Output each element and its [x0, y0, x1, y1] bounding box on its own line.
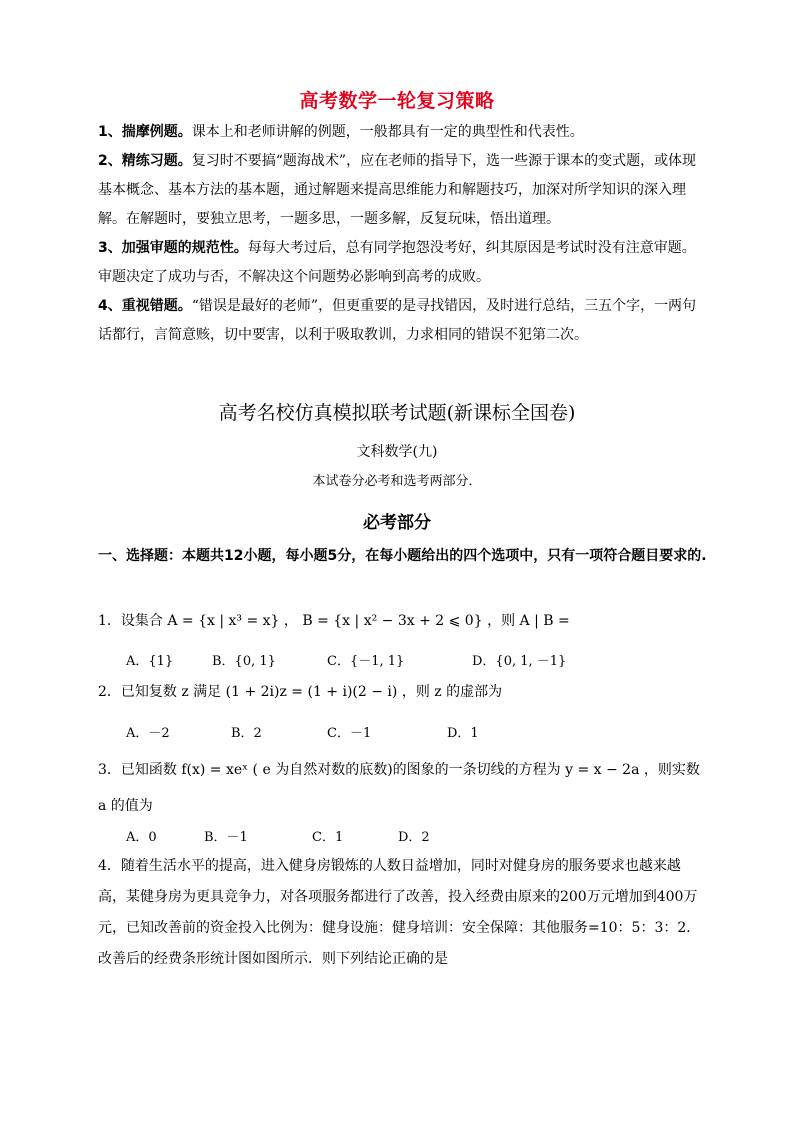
option-a: A．－2 — [126, 726, 170, 741]
question-1-stem: 1．设集合 A = {x | x³ = x} ， B = {x | x² − 3x + 2 ⩽ 0} ，则 A | B = — [98, 613, 570, 629]
option-c: C．－1 — [327, 726, 372, 741]
strategy-item-text: 课本上和老师讲解的例题，一般都具有一定的典型性和代表性。 — [191, 124, 584, 140]
option-b: B．－1 — [204, 830, 248, 845]
strategy-item-head: 1、揣摩例题。 — [98, 124, 192, 140]
part-heading: 必考部分 — [363, 513, 431, 533]
option-b: B．2 — [231, 726, 262, 741]
option-d: D．1 — [447, 726, 479, 741]
strategy-title: 高考数学一轮复习策略 — [299, 90, 495, 112]
question-3-options — [126, 826, 686, 846]
option-a: A．{1} — [126, 654, 174, 669]
strategy-item-2 — [98, 147, 698, 234]
question-3-stem: 3．已知函数 f(x) = xeˣ ( e 为自然对数的底数)的图象的一条切线的方程为 y = x − 2a ，则实数 a 的值为 — [98, 762, 700, 814]
question-2-options — [126, 722, 686, 742]
strategy-item-text: 复习时不要搞“题海战术”，应在老师的指导下，选一些源于课本的变式题，或体现基本概念、基本方法的基本题，通过解题来提高思维能力和解题技巧，加深对所学知识的深入理解。在解题时，要独立思考，一题多思，一题多解，反复玩味，悟出道理。 — [98, 153, 697, 227]
option-d: D．2 — [398, 830, 430, 845]
option-c: C．1 — [312, 830, 344, 845]
option-c: C．{－1, 1} — [327, 654, 405, 669]
strategy-item-text: 每每大考过后，总有同学抱怨没考好，纠其原因是考试时没有注意审题。审题决定了成功与否，不解决这个问题势必影响到高考的成败。 — [98, 240, 696, 285]
section-heading: 一、选择题：本题共12小题，每小题5分，在每小题给出的四个选项中，只有一项符合题目要求的. — [98, 548, 707, 564]
strategy-item-head: 3、加强审题的规范性。 — [98, 240, 248, 256]
question-4-stem: 4．随着生活水平的提高，进入健身房锻炼的人数日益增加，同时对健身房的服务要求也越来越高，某健身房为更具竞争力，对各项服务都进行了改善，投入经费由原来的200万元增加到400万元，已知改善前的资金投入比例为：健身设施：健身培训：安全保障：其他服务=10：5：3：2．改善后的经费条形统计图如图所示．则下列结论正确的是 — [98, 858, 701, 967]
exam-title: 高考名校仿真模拟联考试题(新课标全国卷) — [218, 402, 576, 424]
strategy-item-head: 2、精练习题。 — [98, 153, 192, 169]
option-b: B．{0, 1} — [212, 654, 276, 669]
strategy-item-head: 4、重视错题。 — [98, 298, 192, 314]
exam-subtitle: 文科数学(九) — [356, 444, 438, 460]
strategy-item-text: “错误是最好的老师”，但更重要的是寻找错因，及时进行总结，三五个字，一两句话都行，言简意赅，切中要害，以利于吸取教训，力求相同的错误不犯第二次。 — [98, 298, 697, 343]
option-a: A．0 — [126, 830, 157, 845]
strategy-item-3 — [98, 234, 698, 292]
strategy-item-1 — [98, 118, 698, 147]
strategy-item-4 — [98, 292, 698, 350]
option-d: D．{0, 1, －1} — [472, 654, 567, 669]
question-1-options — [126, 650, 686, 670]
question-2-stem: 2．已知复数 z 满足 (1 + 2i)z = (1 + i)(2 − i) ，则 z 的虚部为 — [98, 684, 503, 700]
exam-note: 本试卷分必考和选考两部分． — [312, 474, 482, 489]
